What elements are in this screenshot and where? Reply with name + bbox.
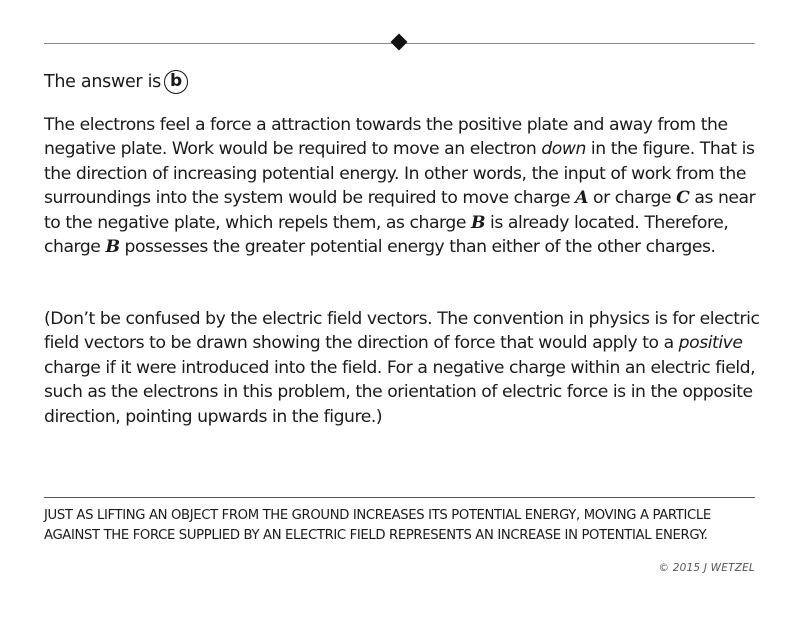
emphasized-word: down (541, 139, 586, 160)
charge-label: A (575, 188, 588, 209)
footer-note: JUST AS LIFTING AN OBJECT FROM THE GROUND INCREASES ITS POTENTIAL ENERGY, MOVING A PARTICLE AGAINST THE FORCE SUPPLIED BY AN ELECTRIC FIELD REPRESENTS AN INCREASE IN POTENTIAL ENERGY. (44, 508, 711, 543)
charge-label: B (470, 212, 486, 233)
charge-label: B (105, 237, 120, 258)
paragraph-1-text: The electrons feel a force a attraction towards the positive plate and away from the negative plate. Work would be required to move an electron down in the figure. That is the direction of increasing potential energy. In other words, the input of work from the surroundings into the system would be required to move charge A or charge C as near to the negative plate, which repels them, as charge B is already located. Therefore, charge B possesses the greater potential energy than either of the other charges. (44, 115, 756, 258)
explanation-paragraph-1 (44, 113, 760, 259)
answer-line (44, 68, 188, 96)
answer-choice-circled: b (164, 70, 188, 94)
answer-prefix: The answer is (44, 72, 161, 92)
bottom-divider (44, 497, 755, 498)
diamond-icon (391, 34, 408, 51)
charge-label: C (676, 188, 690, 209)
emphasized-word: positive (678, 333, 743, 354)
paragraph-2-text: (Don’t be confused by the electric field vectors. The convention in physics is for electric field vectors to be drawn showing the direction of force that would apply to a positive charge if it were introduced into the field. For a negative charge within an electric field, such as the electrons in this problem, the orientation of electric force is in the opposite direction, pointing upwards in the figure.) (44, 309, 760, 427)
explanation-paragraph-2 (44, 307, 760, 429)
copyright-notice: © 2015 J WETZEL (658, 562, 755, 574)
